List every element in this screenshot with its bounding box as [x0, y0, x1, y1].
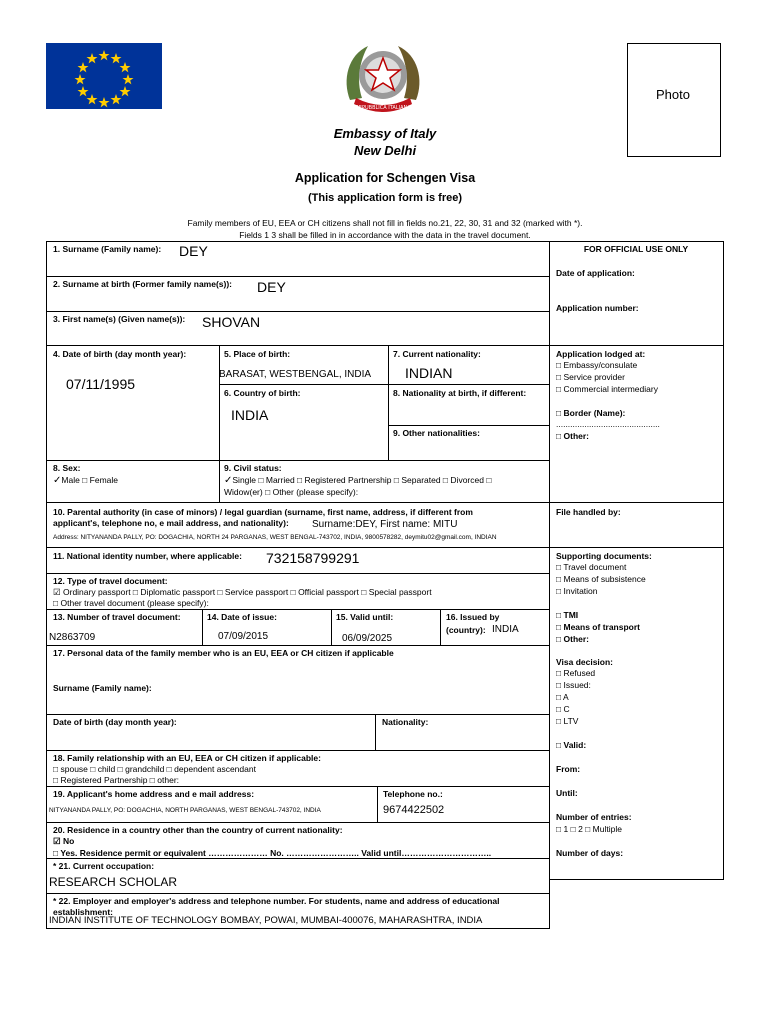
embassy-name: Embassy of Italy: [333, 126, 437, 141]
official-tmi-option[interactable]: □ TMI: [556, 610, 579, 620]
sex-label: 8. Sex:: [53, 463, 81, 473]
official-other-option-1[interactable]: □ Other:: [556, 431, 589, 441]
official-from: From:: [556, 764, 581, 774]
official-file-handled: File handled by:: [556, 507, 621, 517]
family-member-label: 17. Personal data of the family member who is an EU, EEA or CH citizen if applicable: [53, 648, 394, 658]
valid-until-label: 15. Valid until:: [336, 612, 394, 622]
family-member-surname-label: Surname (Family name):: [53, 683, 152, 693]
eu-stars-icon: [46, 43, 162, 109]
home-address-label: 19. Applicant's home address and e mail address:: [53, 789, 255, 799]
form-note-1: Family members of EU, EEA or CH citizens shall not fill in fields no.21, 22, 30, 31 and 32 (marked with *).: [187, 218, 583, 228]
family-relationship-options-2[interactable]: □ Registered Partnership □ other:: [53, 775, 180, 785]
official-embassy-option[interactable]: □ Embassy/consulate: [556, 360, 638, 370]
family-member-nationality-label: Nationality:: [382, 717, 429, 727]
occupation-label: * 21. Current occupation:: [53, 861, 155, 871]
form-subtitle: (This application form is free): [307, 192, 463, 204]
place-of-birth-label: 5. Place of birth:: [224, 349, 291, 359]
country-of-birth-value[interactable]: INDIA: [231, 407, 269, 423]
civil-status-options-1[interactable]: Single □ Married □ Registered Partnership □ Separated □ Divorced □: [232, 475, 492, 485]
official-transport-option[interactable]: □ Means of transport: [556, 622, 641, 632]
occupation-value[interactable]: RESEARCH SCHOLAR: [49, 875, 178, 889]
dob-label: 4. Date of birth (day month year):: [53, 349, 187, 359]
embassy-city: New Delhi: [353, 143, 417, 158]
italian-emblem-seal: [340, 40, 426, 122]
checked-box-icon[interactable]: ☑: [53, 836, 61, 846]
official-use-title: FOR OFFICIAL USE ONLY: [583, 244, 689, 254]
family-relationship-label: 18. Family relationship with an EU, EEA or CH citizen if applicable:: [53, 753, 321, 763]
valid-until-value[interactable]: 06/09/2025: [342, 633, 393, 644]
official-border-dots: ............................................: [556, 419, 660, 429]
surname-value[interactable]: DEY: [179, 243, 208, 259]
official-supporting-docs: Supporting documents:: [556, 551, 652, 561]
parental-authority-value[interactable]: Surname:DEY, First name: MITU: [312, 519, 458, 530]
official-number-of-entries: Number of entries:: [556, 812, 632, 822]
official-invitation-option[interactable]: □ Invitation: [556, 586, 598, 596]
civil-status-label: 9. Civil status:: [224, 463, 282, 473]
current-nationality-value[interactable]: INDIAN: [405, 365, 453, 381]
official-a-option[interactable]: □ A: [556, 692, 569, 702]
date-of-issue-label: 14. Date of issue:: [207, 612, 277, 622]
date-of-issue-value[interactable]: 07/09/2015: [218, 631, 269, 642]
surname-at-birth-label: 2. Surname at birth (Former family name(s)):: [53, 279, 233, 289]
official-ltv-option[interactable]: □ LTV: [556, 716, 579, 726]
travel-doc-type-label: 12. Type of travel document:: [53, 576, 168, 586]
travel-doc-number-value[interactable]: N2863709: [49, 632, 96, 643]
checkmark-icon[interactable]: ✓: [53, 475, 62, 486]
surname-at-birth-value[interactable]: DEY: [257, 279, 286, 295]
issued-by-label-1: 16. Issued by: [446, 612, 500, 622]
official-travel-doc-option[interactable]: □ Travel document: [556, 562, 627, 572]
parental-authority-label-2: applicant's, telephone no, e mail address, and nationality):: [53, 518, 289, 528]
national-id-label: 11. National identity number, where applicable:: [53, 551, 242, 561]
parental-authority-address[interactable]: Address: NITYANANDA PALLY, PO: DOGACHIA, NORTH 24 PARGANAS, WEST BENGAL-743702, INDIA, 9800578282, deymitu02@gmail.com, INDIAN: [53, 534, 497, 541]
nationality-at-birth-label: 8. Nationality at birth, if different:: [393, 388, 527, 398]
official-service-option[interactable]: □ Service provider: [556, 372, 625, 382]
eu-flag-logo: [46, 43, 162, 109]
dob-value[interactable]: 07/11/1995: [66, 376, 136, 392]
national-id-value[interactable]: 732158799291: [266, 550, 360, 566]
svg-text:REPUBBLICA ITALIANA: REPUBBLICA ITALIANA: [355, 105, 411, 111]
official-date-of-application: Date of application:: [556, 268, 635, 278]
family-member-dob-label: Date of birth (day month year):: [53, 717, 177, 727]
official-number-of-days: Number of days:: [556, 848, 624, 858]
issued-by-value[interactable]: INDIA: [492, 624, 519, 635]
official-valid-option[interactable]: □ Valid:: [556, 740, 587, 750]
surname-label: 1. Surname (Family name):: [53, 244, 162, 254]
first-name-value[interactable]: SHOVAN: [202, 314, 261, 330]
travel-doc-number-label: 13. Number of travel document:: [53, 612, 181, 622]
photo-box[interactable]: [627, 43, 721, 157]
official-other-option-2[interactable]: □ Other:: [556, 634, 589, 644]
checked-box-icon[interactable]: ☑: [53, 587, 61, 597]
sex-options[interactable]: Male □ Female: [61, 475, 119, 485]
other-nationalities-label: 9. Other nationalities:: [393, 428, 480, 438]
travel-doc-type-options-1[interactable]: Ordinary passport □ Diplomatic passport □ Service passport □ Official passport □ Special passport: [63, 587, 432, 597]
telephone-label: Telephone no.:: [383, 789, 443, 799]
official-entries-options[interactable]: □ 1 □ 2 □ Multiple: [556, 824, 622, 834]
travel-doc-type-options-2[interactable]: □ Other travel document (please specify):: [53, 598, 209, 608]
issued-by-label-2: (country):: [446, 625, 486, 635]
residence-label: 20. Residence in a country other than the country of current nationality:: [53, 825, 343, 835]
country-of-birth-label: 6. Country of birth:: [224, 388, 301, 398]
emblem-icon: [340, 40, 426, 122]
employer-value[interactable]: INDIAN INSTITUTE OF TECHNOLOGY BOMBAY, POWAI, MUMBAI-400076, MAHARASHTRA, INDIA: [49, 915, 483, 926]
official-visa-decision: Visa decision:: [556, 657, 614, 667]
employer-label-1: * 22. Employer and employer's address and telephone number. For students, name and address of educational: [53, 896, 500, 906]
official-border-option[interactable]: □ Border (Name):: [556, 408, 626, 418]
parental-authority-label-1: 10. Parental authority (in case of minors) / legal guardian (surname, first name, address, if different from: [53, 507, 473, 517]
home-address-value[interactable]: NITYANANDA PALLY, PO: DOGACHIA, NORTH PARGANAS, WEST BENGAL-743702, INDIA: [49, 807, 321, 814]
official-c-option[interactable]: □ C: [556, 704, 570, 714]
civil-status-options-2[interactable]: Widow(er) □ Other (please specify):: [224, 487, 359, 497]
current-nationality-label: 7. Current nationality:: [393, 349, 481, 359]
residence-no-option[interactable]: No: [63, 836, 75, 846]
form-title: Application for Schengen Visa: [294, 171, 476, 185]
place-of-birth-value[interactable]: BARASAT, WESTBENGAL, INDIA: [219, 369, 372, 380]
residence-yes-option[interactable]: □ Yes. Residence permit or equivalent ………………… No. …………………….. Valid until…………………………..: [53, 848, 492, 858]
checkmark-icon[interactable]: ✓: [224, 475, 233, 486]
first-name-label: 3. First name(s) (Given name(s)):: [53, 314, 186, 324]
official-lodged-at: Application lodged at:: [556, 349, 646, 359]
official-until: Until:: [556, 788, 578, 798]
family-relationship-options-1[interactable]: □ spouse □ child □ grandchild □ dependent ascendant: [53, 764, 256, 774]
official-issued-option[interactable]: □ Issued:: [556, 680, 591, 690]
employer-label-2: establishment:: [53, 907, 113, 917]
photo-label: Photo: [656, 87, 690, 102]
official-subsistence-option[interactable]: □ Means of subsistence: [556, 574, 646, 584]
official-application-number: Application number:: [556, 303, 639, 313]
telephone-value[interactable]: 9674422502: [383, 804, 445, 816]
official-refused-option[interactable]: □ Refused: [556, 668, 596, 678]
official-commercial-option[interactable]: □ Commercial intermediary: [556, 384, 658, 394]
form-note-2: Fields 1 3 shall be filled in in accordance with the data in the travel document.: [239, 230, 531, 240]
